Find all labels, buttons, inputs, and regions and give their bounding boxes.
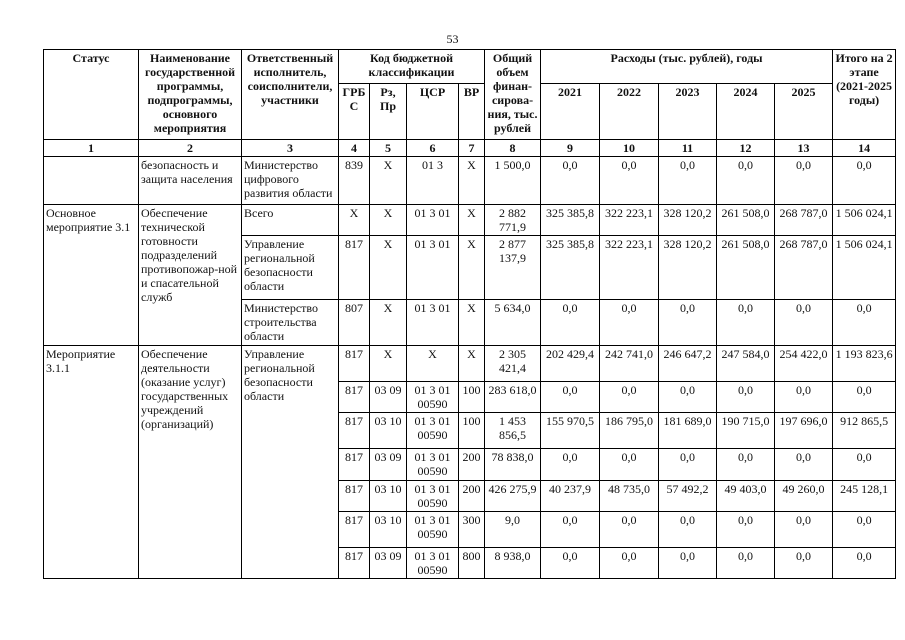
cell-2022: 48 735,0 — [600, 481, 659, 512]
cell-rzpr: Х — [370, 205, 407, 236]
cell-sum: 912 865,5 — [833, 413, 896, 449]
col-num: 13 — [775, 140, 833, 157]
cell-csr: 01 3 01 00590 — [407, 512, 459, 548]
header-year-2024: 2024 — [717, 84, 775, 140]
cell-vr: Х — [459, 236, 485, 300]
col-num: 8 — [485, 140, 541, 157]
table-row — [44, 346, 896, 382]
cell-executor: Управление региональной безопасности области — [242, 236, 339, 300]
cell-vr: Х — [459, 157, 485, 205]
cell-executor: Министерство цифрового развития области — [242, 157, 339, 205]
cell-2022: 242 741,0 — [600, 346, 659, 382]
cell-grbs: 817 — [339, 449, 370, 481]
budget-table — [43, 49, 896, 579]
cell-status: Мероприятие 3.1.1 — [44, 346, 139, 579]
cell-2021: 325 385,8 — [541, 236, 600, 300]
header-total: Общий объем финан-сирова-ния, тыс. рублей — [485, 50, 541, 140]
col-num: 6 — [407, 140, 459, 157]
cell-2024: 261 508,0 — [717, 236, 775, 300]
header-year-2025: 2025 — [775, 84, 833, 140]
col-num: 3 — [242, 140, 339, 157]
cell-2023: 0,0 — [659, 449, 717, 481]
cell-2025: 0,0 — [775, 382, 833, 413]
header-vr: ВР — [459, 84, 485, 140]
cell-rzpr: 03 09 — [370, 548, 407, 579]
cell-vr: 200 — [459, 449, 485, 481]
header-grbs: ГРБ С — [339, 84, 370, 140]
col-num: 4 — [339, 140, 370, 157]
cell-2021: 0,0 — [541, 382, 600, 413]
cell-2023: 0,0 — [659, 548, 717, 579]
cell-2025: 254 422,0 — [775, 346, 833, 382]
column-number-row — [44, 140, 896, 157]
cell-2024: 190 715,0 — [717, 413, 775, 449]
cell-2025: 0,0 — [775, 548, 833, 579]
cell-sum: 0,0 — [833, 157, 896, 205]
header-rzpr: Рз, Пр — [370, 84, 407, 140]
col-num: 10 — [600, 140, 659, 157]
cell-csr: 01 3 01 00590 — [407, 413, 459, 449]
cell-total: 5 634,0 — [485, 300, 541, 346]
cell-csr: 01 3 01 00590 — [407, 382, 459, 413]
cell-2024: 0,0 — [717, 300, 775, 346]
cell-sum: 0,0 — [833, 512, 896, 548]
cell-sum: 0,0 — [833, 449, 896, 481]
cell-vr: Х — [459, 346, 485, 382]
cell-executor: Министерство строительства области — [242, 300, 339, 346]
cell-executor: Всего — [242, 205, 339, 236]
cell-2025: 268 787,0 — [775, 236, 833, 300]
cell-2024: 0,0 — [717, 449, 775, 481]
cell-2024: 247 584,0 — [717, 346, 775, 382]
cell-name: безопасность и защита населения — [139, 157, 242, 205]
cell-rzpr: Х — [370, 157, 407, 205]
cell-csr: Х — [407, 346, 459, 382]
cell-2021: 325 385,8 — [541, 205, 600, 236]
cell-2024: 0,0 — [717, 512, 775, 548]
cell-2021: 0,0 — [541, 449, 600, 481]
cell-total: 2 877 137,9 — [485, 236, 541, 300]
cell-grbs: 817 — [339, 382, 370, 413]
header-executor: Ответственный исполнитель, соисполнители, участники — [242, 50, 339, 140]
cell-2021: 0,0 — [541, 157, 600, 205]
cell-sum: 245 128,1 — [833, 481, 896, 512]
cell-2025: 197 696,0 — [775, 413, 833, 449]
cell-csr: 01 3 01 00590 — [407, 481, 459, 512]
cell-2025: 0,0 — [775, 157, 833, 205]
cell-status — [44, 157, 139, 205]
cell-rzpr: 03 09 — [370, 382, 407, 413]
col-num: 1 — [44, 140, 139, 157]
cell-2024: 261 508,0 — [717, 205, 775, 236]
cell-total: 426 275,9 — [485, 481, 541, 512]
cell-2021: 0,0 — [541, 300, 600, 346]
cell-grbs: 807 — [339, 300, 370, 346]
cell-status: Основное мероприятие 3.1 — [44, 205, 139, 346]
cell-2022: 0,0 — [600, 449, 659, 481]
cell-rzpr: 03 09 — [370, 449, 407, 481]
cell-rzpr: 03 10 — [370, 512, 407, 548]
cell-total: 9,0 — [485, 512, 541, 548]
cell-2024: 0,0 — [717, 382, 775, 413]
cell-2023: 0,0 — [659, 382, 717, 413]
cell-2025: 0,0 — [775, 300, 833, 346]
cell-sum: 1 506 024,1 — [833, 236, 896, 300]
cell-csr: 01 3 01 00590 — [407, 548, 459, 579]
cell-vr: 100 — [459, 413, 485, 449]
cell-2023: 0,0 — [659, 512, 717, 548]
col-num: 14 — [833, 140, 896, 157]
header-budget-code: Код бюджетной классификации — [339, 50, 485, 84]
cell-2022: 0,0 — [600, 512, 659, 548]
cell-vr: Х — [459, 300, 485, 346]
table-row — [44, 157, 896, 205]
cell-grbs: 817 — [339, 548, 370, 579]
cell-grbs: 839 — [339, 157, 370, 205]
cell-2023: 328 120,2 — [659, 236, 717, 300]
cell-2025: 0,0 — [775, 449, 833, 481]
cell-rzpr: Х — [370, 346, 407, 382]
cell-2022: 186 795,0 — [600, 413, 659, 449]
col-num: 9 — [541, 140, 600, 157]
cell-total: 2 305 421,4 — [485, 346, 541, 382]
cell-rzpr: 03 10 — [370, 481, 407, 512]
cell-2023: 0,0 — [659, 300, 717, 346]
cell-total: 1 453 856,5 — [485, 413, 541, 449]
cell-executor: Управление региональной безопасности области — [242, 346, 339, 579]
cell-vr: 300 — [459, 512, 485, 548]
cell-2023: 246 647,2 — [659, 346, 717, 382]
cell-grbs: 817 — [339, 413, 370, 449]
cell-2021: 202 429,4 — [541, 346, 600, 382]
cell-2022: 0,0 — [600, 382, 659, 413]
cell-total: 8 938,0 — [485, 548, 541, 579]
cell-2023: 0,0 — [659, 157, 717, 205]
cell-csr: 01 3 01 — [407, 300, 459, 346]
cell-2025: 268 787,0 — [775, 205, 833, 236]
cell-rzpr: Х — [370, 300, 407, 346]
header-year-2021: 2021 — [541, 84, 600, 140]
page-number: 53 — [446, 32, 459, 46]
cell-total: 283 618,0 — [485, 382, 541, 413]
col-num: 7 — [459, 140, 485, 157]
header-name: Наименование государственной программы, подпрограммы, основного мероприятия — [139, 50, 242, 140]
cell-2024: 0,0 — [717, 157, 775, 205]
cell-vr: Х — [459, 205, 485, 236]
cell-sum: 0,0 — [833, 300, 896, 346]
cell-name: Обеспечение технической готовности подразделений противопожар-ной и спасательной служб — [139, 205, 242, 346]
cell-2022: 0,0 — [600, 157, 659, 205]
col-num: 5 — [370, 140, 407, 157]
cell-2022: 322 223,1 — [600, 236, 659, 300]
cell-sum: 0,0 — [833, 382, 896, 413]
cell-name: Обеспечение деятельности (оказание услуг) государственных учреждений (организаций) — [139, 346, 242, 579]
col-num: 11 — [659, 140, 717, 157]
cell-sum: 0,0 — [833, 548, 896, 579]
cell-2021: 40 237,9 — [541, 481, 600, 512]
cell-2022: 322 223,1 — [600, 205, 659, 236]
cell-total: 2 882 771,9 — [485, 205, 541, 236]
cell-2022: 0,0 — [600, 548, 659, 579]
cell-2021: 0,0 — [541, 548, 600, 579]
col-num: 12 — [717, 140, 775, 157]
cell-2023: 57 492,2 — [659, 481, 717, 512]
cell-2021: 155 970,5 — [541, 413, 600, 449]
cell-grbs: 817 — [339, 512, 370, 548]
cell-2021: 0,0 — [541, 512, 600, 548]
cell-2024: 49 403,0 — [717, 481, 775, 512]
cell-rzpr: Х — [370, 236, 407, 300]
cell-grbs: Х — [339, 205, 370, 236]
cell-csr: 01 3 01 — [407, 236, 459, 300]
cell-total: 1 500,0 — [485, 157, 541, 205]
cell-2023: 181 689,0 — [659, 413, 717, 449]
cell-csr: 01 3 01 00590 — [407, 449, 459, 481]
header-csr: ЦСР — [407, 84, 459, 140]
cell-vr: 200 — [459, 481, 485, 512]
cell-csr: 01 3 — [407, 157, 459, 205]
cell-grbs: 817 — [339, 236, 370, 300]
cell-sum: 1 506 024,1 — [833, 205, 896, 236]
header-status: Статус — [44, 50, 139, 140]
header-year-2023: 2023 — [659, 84, 717, 140]
header-year-2022: 2022 — [600, 84, 659, 140]
col-num: 2 — [139, 140, 242, 157]
header-stage-total: Итого на 2 этапе (2021-2025 годы) — [833, 50, 896, 140]
table-row — [44, 205, 896, 236]
cell-vr: 100 — [459, 382, 485, 413]
cell-grbs: 817 — [339, 346, 370, 382]
cell-2023: 328 120,2 — [659, 205, 717, 236]
cell-2022: 0,0 — [600, 300, 659, 346]
cell-grbs: 817 — [339, 481, 370, 512]
cell-2024: 0,0 — [717, 548, 775, 579]
cell-rzpr: 03 10 — [370, 413, 407, 449]
cell-2025: 0,0 — [775, 512, 833, 548]
cell-sum: 1 193 823,6 — [833, 346, 896, 382]
cell-total: 78 838,0 — [485, 449, 541, 481]
cell-csr: 01 3 01 — [407, 205, 459, 236]
cell-2025: 49 260,0 — [775, 481, 833, 512]
cell-vr: 800 — [459, 548, 485, 579]
header-expenses: Расходы (тыс. рублей), годы — [541, 50, 833, 84]
